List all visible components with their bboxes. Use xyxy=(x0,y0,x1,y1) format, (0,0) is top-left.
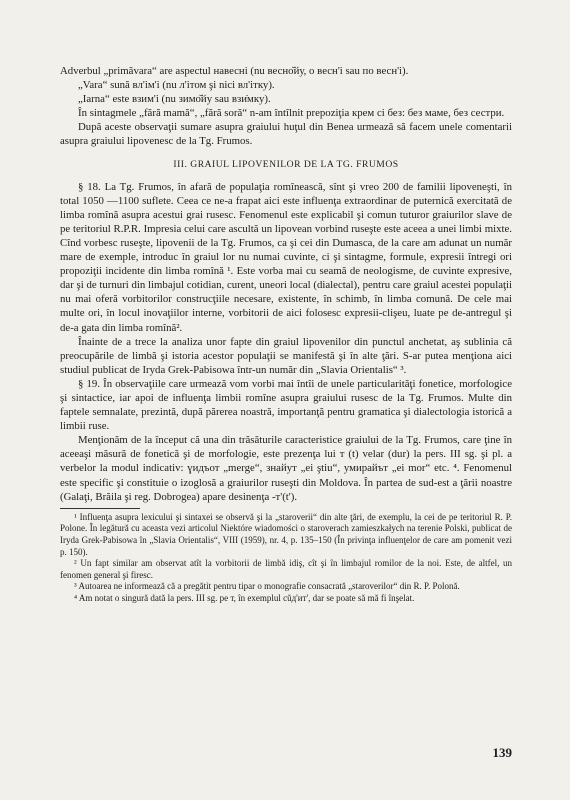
paragraph-transition: După aceste observaţii sumare asupra graiului huţul din Benea urmează să facem unele comentarii asupra graiului lipovenesc de la Tg. Frumos. xyxy=(60,121,512,148)
paragraph-adverb-spring: Adverbul „primăvara“ are aspectul навесні (nu весно̆йу, о весн'і sau по весн'і). xyxy=(60,65,409,77)
paragraph-velar-t: Menţionăm de la început că una din trăsăturile caracteristice graiului de la Tg. Frumos, care ţine în aceeaşi măsură de fonetică şi de morfologie, este prezenţa lui т (t) velar (dur) la pers. III sg. şi pl. a verbelor la modul indicativ: ɣидъот „merge“, знайут „ei ştiu“, умирайът „ei mor“ etc. ⁴. Fenomenul este specific şi constituie o izoglosă a graiurilor ruseşti din Moldova. În partea de sud-est a ţării noastre (Galaţi, Brăila şi reg. Dobrogea) apare desinenţa -т'(t'). xyxy=(60,434,512,503)
footnote-3: ³ Autoarea ne informează că a pregătit pentru tipar o monografie consacrată „staroverilor“ din R. P. Polonă. xyxy=(74,581,460,592)
footnotes xyxy=(60,512,512,605)
paragraph-winter: „Iarna“ este взим'і (nu зимо̆йу sau взи̇мку). xyxy=(78,93,271,106)
paragraph-section-19: § 19. În observaţiile care urmează vom vorbi mai întîi de unele particularităţi fonetice, morfologice şi sintactice, iar apoi de influenţa limbii romîne asupra graiului rusesc de la Tg. Frumos. Multe din faptele semnalate, prezintă, după părerea noastră, importanţă pentru gramatica şi dialectologia istorică a limbii ruse. xyxy=(60,377,512,433)
page-number: 139 xyxy=(492,745,512,760)
footnote-4: ⁴ Am notat o singură dată la pers. III sg. pe т, în exemplul сŭд'ит', dar se poate să mă fi înşelat. xyxy=(74,592,415,603)
footnote-rule xyxy=(60,508,140,509)
paragraph-summer: „Vara“ sună вл'ім'і (nu л'ітом şi nici вл'ітку). xyxy=(78,79,275,92)
paragraph-before-analysis: Înainte de a trece la analiza unor fapte din graiul lipovenilor din punctul anchetat, aş sublinia că preocupările de limbă şi istoria acestor populaţii se manifestă şi în alte ţări. S-ar putea menţiona aici studiul publicat de Iryda Grek-Pabisowa într-un număr din „Slavia Orientalis“ ³. xyxy=(60,335,512,376)
footnote-2: ² Un fapt similar am observat atît la vorbitorii de limbă idiş, cît şi în limbajul romilor de la noi. Este, de altfel, un fenomen general şi firesc. xyxy=(60,558,512,580)
paragraph-section-18: § 18. La Tg. Frumos, în afară de populaţia romînească, sînt şi vreo 200 de familii lipoveneşti, în total 1050 —1100 suflete. Ceea ce ne-a frapat aici este influenţa extraordinar de puternică exercitată de limba romînă asupra acestui grai rusesc. Fenomenul este explicabil şi comun tuturor graiurilor slave de pe teritoriul R.P.R. Impresia celui care ascultă un lipovean vorbind ruseşte este aceea a unei limbi mixte. Cînd vorbesc ruseşte, lipovenii de la Tg. Frumos, ca şi cei din Dumasca, de la care am adunat un număr mare de exemple, introduc în graiul lor nu numai cuvinte, ci şi sintagme, formule, expresii întregi ori propoziţii incidente din limba romînă ¹. Este vorba mai cu seamă de neologisme, de cuvinte expresive, dar şi de turnuri din limbajul cotidian, curent, uneori local (dialectal), pentru care graiul acestei populaţii nu mai oferă vorbitorilor construcţiile necesare, existente, în schimb, în limba comună. De cele mai multe ori, în locul inovaţiilor interne, vorbitorii de aici folosesc expresii-clişeu, luate pe de-antregul şi de-a gata din limba romînă². xyxy=(60,180,512,334)
page-content xyxy=(60,64,512,604)
paragraph-preposition: În sintagmele „fără mamă“, „fără soră“ n-am întîlnit prepoziţia крем ci без: без маме, без сестри. xyxy=(78,107,505,120)
footnote-1: ¹ Influenţa asupra lexicului şi sintaxei se observă şi la „staroverii“ din alte ţări, de exemplu, la cei de pe teritoriul R. P. Polone. În legătură cu aceasta vezi articolul Niektóre wiadomości o staroverach zamieszkałych na terenie Polski, publicat de Iryda Grek-Pabisowa în „Slavia Orientalis“, VIII (1959), nr. 4, p. 135–150 (În privinţa influenţelor de care am pomenit vezi p. 150). xyxy=(60,511,512,557)
section-heading: III. GRAIUL LIPOVENILOR DE LA TG. FRUMOS xyxy=(173,158,399,170)
